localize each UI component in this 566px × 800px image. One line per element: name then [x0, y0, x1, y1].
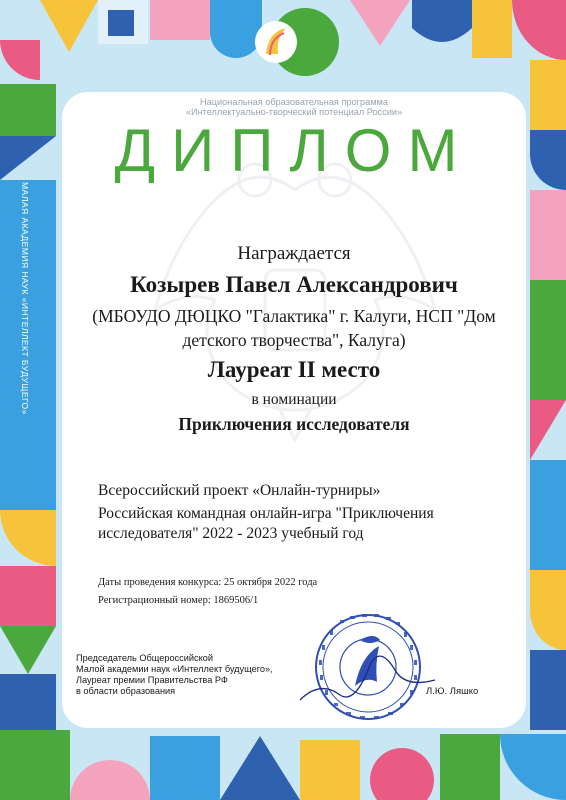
in-nomination-label: в номинации — [251, 391, 337, 408]
project-line-1: Всероссийский проект «Онлайн-турниры» — [98, 482, 381, 499]
signature-line-3: Лауреат премии Правительства РФ — [76, 675, 228, 685]
contest-dates: Даты проведения конкурса: 25 октября 2022 года — [98, 577, 318, 588]
nomination-title: Приключения исследователя — [178, 414, 410, 434]
organization-line-1: (МБОУДО ДЮЦКО "Галактика" г. Калуги, НСП "Дом — [92, 306, 496, 326]
signature-line-2: Малой академии наук «Интеллект будущего», — [76, 664, 273, 674]
signature-line-4: в области образования — [76, 686, 176, 696]
signature-line-1: Председатель Общероссийской — [76, 653, 213, 663]
place-title: Лауреат II место — [207, 357, 381, 382]
signatory-name: Л.Ю. Ляшко — [426, 686, 479, 697]
project-line-2: Российская командная онлайн-игра "Приключения — [98, 505, 434, 522]
diploma-title: ДИПЛОМ — [114, 117, 474, 184]
side-text: МАЛАЯ АКАДЕМИЯ НАУК «ИНТЕЛЛЕКТ БУДУЩЕГО» — [20, 182, 30, 415]
program-line-1: Национальная образовательная программа — [200, 97, 388, 107]
recipient-name: Козырев Павел Александрович — [130, 272, 458, 297]
project-line-3: исследователя" 2022 - 2023 учебный год — [98, 525, 364, 542]
organization-line-2: детского творчества", Калуга) — [182, 330, 406, 350]
program-line-2: «Интеллектуально-творческий потенциал России» — [185, 107, 403, 117]
awarded-label: Награждается — [237, 243, 351, 264]
registration-number: Регистрационный номер: 1869506/1 — [98, 595, 259, 606]
